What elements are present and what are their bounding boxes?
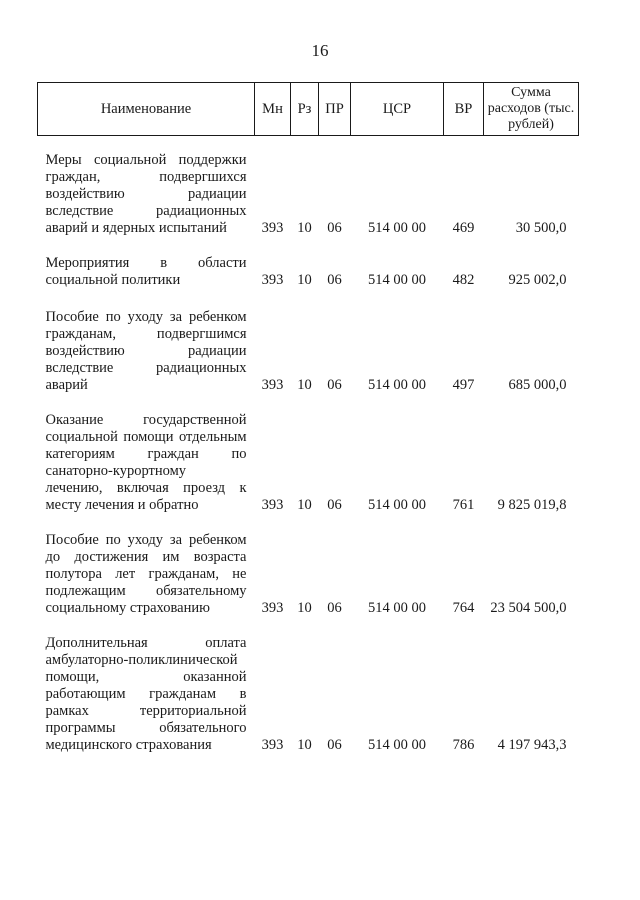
name-line: лечению, включая проезд к (45, 480, 247, 496)
table-body (38, 136, 579, 755)
cell-rz: 10 (297, 272, 312, 288)
cell-vr: 482 (452, 272, 475, 288)
name-line: помощи, оказанной (45, 669, 247, 685)
cell-mn: 393 (261, 377, 284, 393)
name-line: полутора лет гражданам, не (45, 566, 247, 582)
name-line: граждан, подвергшихся (45, 169, 247, 185)
name-line: социальной политики (45, 272, 181, 288)
name-line: категориям граждан по (45, 446, 247, 462)
name-line: Дополнительная оплата (45, 635, 247, 651)
name-line: вследствие радиационных (45, 203, 247, 219)
cell-rz: 10 (297, 497, 312, 513)
table-header-row (38, 83, 579, 136)
header-rz: Рз (291, 83, 319, 136)
cell-vr: 764 (452, 600, 475, 616)
cell-rz: 10 (297, 600, 312, 616)
name-line: аварий (45, 377, 88, 393)
name-line: Мероприятия в области (45, 255, 247, 271)
header-pr: ПР (319, 83, 351, 136)
cell-pr: 06 (327, 737, 342, 753)
page-number: 16 (311, 41, 329, 60)
cell-mn: 393 (261, 737, 284, 753)
name-line: до достижения им возраста (45, 549, 247, 565)
cell-sum: 925 002,0 (508, 272, 567, 288)
row-spacer (38, 617, 579, 635)
cell-csr: 514 00 00 (368, 600, 426, 616)
header-name: Наименование (38, 83, 255, 136)
name-line: гражданам, подвергшимся (45, 326, 247, 342)
name-line: Меры социальной поддержки (45, 152, 247, 168)
cell-name (38, 412, 255, 514)
cell-sum: 23 504 500,0 (490, 600, 567, 616)
cell-vr: 469 (452, 220, 475, 236)
name-line: месту лечения и обратно (45, 497, 199, 513)
name-line: воздействию радиации (45, 186, 247, 202)
name-line: вследствие радиационных (45, 360, 247, 376)
cell-name (38, 635, 255, 754)
table-row (38, 255, 579, 289)
header-vr: ВР (444, 83, 484, 136)
cell-mn: 393 (261, 272, 284, 288)
cell-csr: 514 00 00 (368, 272, 426, 288)
cell-pr: 06 (327, 377, 342, 393)
table-row (38, 152, 579, 237)
cell-pr: 06 (327, 220, 342, 236)
expenditure-table (37, 82, 579, 754)
cell-sum: 9 825 019,8 (497, 497, 567, 513)
cell-rz: 10 (297, 377, 312, 393)
name-line: Пособие по уходу за ребенком (45, 532, 247, 548)
name-line: воздействию радиации (45, 343, 247, 359)
cell-name (38, 152, 255, 237)
cell-csr: 514 00 00 (368, 497, 426, 513)
cell-vr: 786 (452, 737, 475, 753)
cell-mn: 393 (261, 497, 284, 513)
table-row (38, 532, 579, 617)
name-line: работающим гражданам в (45, 686, 247, 702)
name-line: социальному страхованию (45, 600, 210, 616)
cell-sum: 30 500,0 (515, 220, 567, 236)
name-line: медицинского страхования (45, 737, 212, 753)
cell-name (38, 255, 255, 289)
name-line: Пособие по уходу за ребенком (45, 309, 247, 325)
cell-pr: 06 (327, 497, 342, 513)
cell-csr: 514 00 00 (368, 737, 426, 753)
name-line: программы обязательного (45, 720, 247, 736)
name-line: Оказание государственной (45, 412, 247, 428)
row-spacer (38, 394, 579, 412)
cell-sum: 4 197 943,3 (497, 737, 567, 753)
header-csr: ЦСР (351, 83, 444, 136)
name-line: санаторно-курортному (45, 463, 186, 479)
cell-pr: 06 (327, 272, 342, 288)
cell-csr: 514 00 00 (368, 377, 426, 393)
row-spacer (38, 289, 579, 309)
name-line: амбулаторно-поликлинической (45, 652, 238, 668)
table-row (38, 635, 579, 754)
header-sum: Сумма расходов (тыс. рублей) (484, 83, 579, 136)
name-line: аварий и ядерных испытаний (45, 220, 227, 236)
cell-name (38, 532, 255, 617)
cell-name (38, 309, 255, 394)
row-spacer (38, 514, 579, 532)
cell-sum: 685 000,0 (508, 377, 567, 393)
name-line: социальной помощи отдельным (45, 429, 247, 445)
cell-rz: 10 (297, 220, 312, 236)
table-row (38, 309, 579, 394)
cell-pr: 06 (327, 600, 342, 616)
cell-mn: 393 (261, 600, 284, 616)
name-line: подлежащим обязательному (45, 583, 247, 599)
name-line: рамках территориальной (45, 703, 247, 719)
row-spacer (38, 136, 579, 153)
cell-vr: 761 (452, 497, 475, 513)
cell-rz: 10 (297, 737, 312, 753)
table-row (38, 412, 579, 514)
header-mn: Мн (255, 83, 291, 136)
cell-csr: 514 00 00 (368, 220, 426, 236)
row-spacer (38, 237, 579, 255)
cell-mn: 393 (261, 220, 284, 236)
cell-vr: 497 (452, 377, 475, 393)
